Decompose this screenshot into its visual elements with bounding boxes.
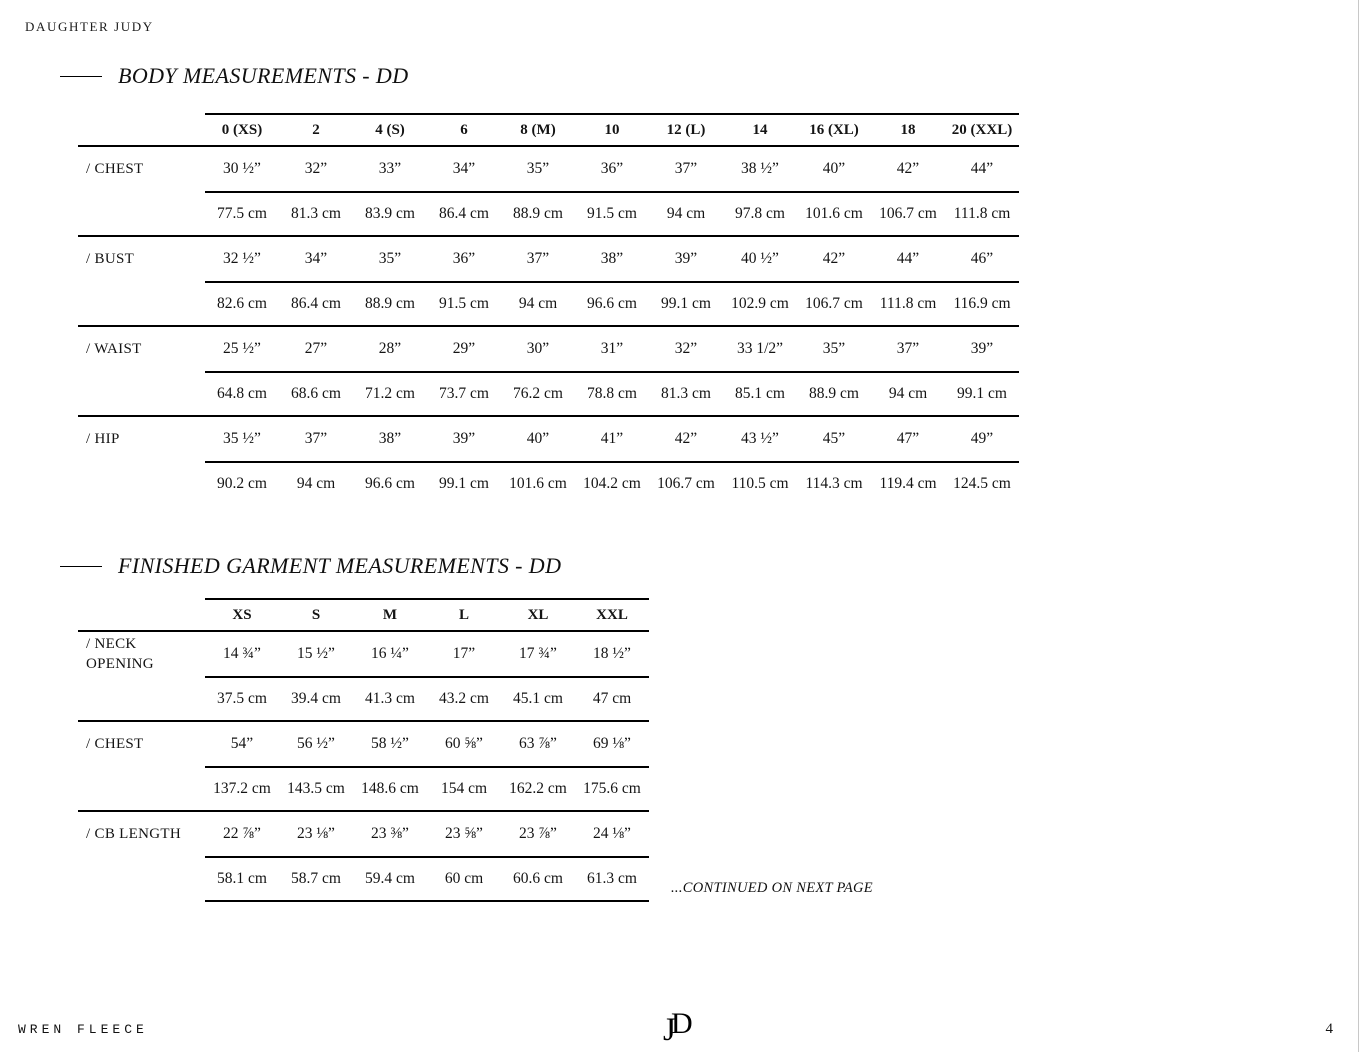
measure-cell: 97.8 cm [735, 205, 785, 222]
measure-cell: 88.9 cm [365, 295, 415, 312]
measure-cell: 61.3 cm [587, 870, 637, 887]
measure-cell: 143.5 cm [287, 780, 345, 797]
measure-cell: 34” [452, 160, 476, 177]
measure-cell: 83.9 cm [365, 205, 415, 222]
row-label: / WAIST [86, 340, 142, 357]
measure-cell: 99.1 cm [661, 295, 711, 312]
measure-cell: 78.8 cm [587, 385, 637, 402]
measure-cell: 39” [970, 340, 994, 357]
measure-cell: 23 ⅝” [445, 825, 483, 842]
measure-cell: 39.4 cm [291, 690, 341, 707]
measure-cell: 101.6 cm [509, 475, 567, 492]
measure-cell: 85.1 cm [735, 385, 785, 402]
measure-cell: 76.2 cm [513, 385, 563, 402]
size-col-header: 10 [604, 121, 620, 138]
measure-cell: 33 1/2” [736, 340, 784, 357]
measure-cell: 58.1 cm [217, 870, 267, 887]
body-measurements-heading [60, 63, 409, 89]
measure-cell: 39” [674, 250, 698, 267]
measure-cell: 69 ⅛” [593, 735, 631, 752]
measure-cell: 91.5 cm [439, 295, 489, 312]
measure-cell: 42” [674, 430, 698, 447]
measure-cell: 59.4 cm [365, 870, 415, 887]
size-col-header: XL [527, 606, 549, 623]
monogram-letter-j: J [663, 1012, 676, 1048]
measure-cell: 29” [452, 340, 476, 357]
measure-cell: 39” [452, 430, 476, 447]
measure-cell: 37.5 cm [217, 690, 267, 707]
measure-row-cm [78, 463, 1019, 505]
measure-cell: 30” [526, 340, 550, 357]
body-measurements-title: BODY MEASUREMENTS - DD [118, 63, 409, 88]
measure-cell: 73.7 cm [439, 385, 489, 402]
measure-cell: 32 ½” [223, 250, 261, 267]
measure-row-inches [78, 327, 1019, 371]
measure-cell: 60 cm [444, 870, 484, 887]
continued-note: ...CONTINUED ON NEXT PAGE [671, 880, 873, 896]
measure-row-inches [78, 237, 1019, 281]
measure-cell: 17 ¾” [519, 645, 557, 662]
row-label: / CB LENGTH [86, 825, 181, 842]
measure-cell: 60 ⅝” [445, 735, 483, 752]
size-col-header: 12 (L) [666, 121, 706, 138]
measure-cell: 86.4 cm [291, 295, 341, 312]
measure-row-cm [78, 768, 649, 810]
measure-cell: 43 ½” [741, 430, 779, 447]
monogram-letter-d: D [671, 1007, 693, 1040]
measure-cell: 42” [822, 250, 846, 267]
measure-cell: 81.3 cm [661, 385, 711, 402]
row-label: / CHEST [86, 160, 144, 177]
measure-cell: 111.8 cm [953, 205, 1011, 222]
measure-cell: 104.2 cm [583, 475, 641, 492]
measure-cell: 14 ¾” [223, 645, 261, 662]
measure-row-inches [78, 722, 649, 766]
measure-cell: 60.6 cm [513, 870, 563, 887]
measure-cell: 94 cm [888, 385, 928, 402]
measure-cell: 33” [378, 160, 402, 177]
measure-cell: 106.7 cm [805, 295, 863, 312]
measure-cell: 106.7 cm [879, 205, 937, 222]
measure-cell: 38” [378, 430, 402, 447]
page-number: 4 [1325, 1021, 1333, 1037]
size-header-row [78, 600, 649, 630]
measure-cell: 63 ⅞” [519, 735, 557, 752]
size-col-header: 20 (XXL) [951, 121, 1013, 138]
measure-cell: 28” [378, 340, 402, 357]
garment-measurements-heading [60, 553, 561, 579]
measure-cell: 71.2 cm [365, 385, 415, 402]
measure-cell: 37” [674, 160, 698, 177]
measure-row-inches [78, 147, 1019, 191]
size-col-header: S [311, 606, 321, 623]
row-label: / BUST [86, 250, 135, 267]
measure-cell: 94 cm [296, 475, 336, 492]
size-col-header: 4 (S) [375, 121, 405, 138]
measure-cell: 86.4 cm [439, 205, 489, 222]
row-label: / CHEST [86, 735, 144, 752]
measure-cell: 91.5 cm [587, 205, 637, 222]
measure-cell: 56 ½” [297, 735, 335, 752]
size-col-header: 18 [900, 121, 916, 138]
measure-row-cm [78, 193, 1019, 235]
measure-cell: 36” [600, 160, 624, 177]
measure-cell: 35” [378, 250, 402, 267]
size-col-header: 14 [752, 121, 768, 138]
size-col-header: 2 [312, 121, 320, 138]
measure-cell: 25 ½” [223, 340, 261, 357]
garment-measurements-title: FINISHED GARMENT MEASUREMENTS - DD [118, 553, 562, 578]
measure-cell: 101.6 cm [805, 205, 863, 222]
measure-cell: 54” [230, 735, 254, 752]
measure-cell: 40” [822, 160, 846, 177]
size-col-header: XXL [596, 606, 628, 623]
measure-cell: 17” [452, 645, 476, 662]
measure-cell: 15 ½” [297, 645, 335, 662]
measure-cell: 162.2 cm [509, 780, 567, 797]
measure-cell: 32” [304, 160, 328, 177]
measure-cell: 35” [822, 340, 846, 357]
table-rule [205, 900, 649, 902]
measure-cell: 23 ⅜” [371, 825, 409, 842]
body-measurements-table [78, 113, 1019, 505]
measure-cell: 81.3 cm [291, 205, 341, 222]
measure-cell: 16 ¼” [371, 645, 409, 662]
measure-cell: 154 cm [440, 780, 488, 797]
measure-cell: 175.6 cm [583, 780, 641, 797]
measure-cell: 88.9 cm [809, 385, 859, 402]
measure-cell: 90.2 cm [217, 475, 267, 492]
measure-cell: 32” [674, 340, 698, 357]
measure-cell: 77.5 cm [217, 205, 267, 222]
measure-cell: 116.9 cm [953, 295, 1011, 312]
size-col-header: 6 [460, 121, 468, 138]
heading-dash-rule [60, 76, 102, 77]
measure-cell: 41.3 cm [365, 690, 415, 707]
measure-row-cm [78, 678, 649, 720]
size-col-header: L [458, 606, 469, 623]
measure-cell: 27” [304, 340, 328, 357]
style-name-footer: WREN FLEECE [18, 1022, 148, 1037]
row-label: / HIP [86, 430, 120, 447]
measure-cell: 43.2 cm [439, 690, 489, 707]
measure-cell: 24 ⅛” [593, 825, 631, 842]
measure-cell: 23 ⅛” [297, 825, 335, 842]
measure-cell: 96.6 cm [587, 295, 637, 312]
measure-cell: 137.2 cm [213, 780, 271, 797]
measure-row-inches [78, 632, 649, 676]
size-col-header: 0 (XS) [221, 121, 263, 138]
measure-cell: 31” [600, 340, 624, 357]
measure-cell: 102.9 cm [731, 295, 789, 312]
dj-monogram-logo-icon [662, 1006, 702, 1052]
measure-cell: 37” [896, 340, 920, 357]
size-header-row [78, 115, 1019, 145]
measure-cell: 68.6 cm [291, 385, 341, 402]
size-col-header: XS [232, 606, 252, 623]
garment-measurements-table [78, 598, 649, 902]
measure-cell: 30 ½” [223, 160, 261, 177]
measure-cell: 40” [526, 430, 550, 447]
heading-dash-rule [60, 566, 102, 567]
measure-row-cm [78, 283, 1019, 325]
row-label: / NECK OPENING [86, 635, 154, 672]
measure-cell: 99.1 cm [439, 475, 489, 492]
measure-cell: 45” [822, 430, 846, 447]
measure-cell: 49” [970, 430, 994, 447]
measure-cell: 46” [970, 250, 994, 267]
measure-cell: 38 ½” [741, 160, 779, 177]
page-edge-line [1358, 0, 1359, 1052]
measure-cell: 44” [896, 250, 920, 267]
measure-cell: 99.1 cm [957, 385, 1007, 402]
measure-cell: 47 cm [592, 690, 632, 707]
measure-cell: 94 cm [518, 295, 558, 312]
measure-cell: 35 ½” [223, 430, 261, 447]
measure-row-cm [78, 858, 649, 900]
measure-row-cm [78, 373, 1019, 415]
measure-cell: 37” [526, 250, 550, 267]
measure-cell: 106.7 cm [657, 475, 715, 492]
brand-wordmark: DAUGHTER JUDY [25, 19, 154, 34]
measure-cell: 111.8 cm [879, 295, 937, 312]
measure-cell: 18 ½” [593, 645, 631, 662]
measure-cell: 37” [304, 430, 328, 447]
measure-cell: 114.3 cm [805, 475, 863, 492]
measure-cell: 58 ½” [371, 735, 409, 752]
measure-cell: 41” [600, 430, 624, 447]
measure-cell: 38” [600, 250, 624, 267]
measure-cell: 94 cm [666, 205, 706, 222]
measure-cell: 42” [896, 160, 920, 177]
measure-cell: 64.8 cm [217, 385, 267, 402]
size-col-header: 8 (M) [520, 121, 556, 138]
measure-row-inches [78, 812, 649, 856]
measure-cell: 22 ⅞” [223, 825, 261, 842]
measure-cell: 34” [304, 250, 328, 267]
measure-cell: 40 ½” [741, 250, 779, 267]
measure-cell: 44” [970, 160, 994, 177]
measure-cell: 110.5 cm [731, 475, 789, 492]
measure-cell: 119.4 cm [879, 475, 937, 492]
measure-cell: 148.6 cm [361, 780, 419, 797]
measure-cell: 82.6 cm [217, 295, 267, 312]
measure-cell: 47” [896, 430, 920, 447]
measure-cell: 96.6 cm [365, 475, 415, 492]
size-col-header: 16 (XL) [809, 121, 859, 138]
measure-row-inches [78, 417, 1019, 461]
measure-cell: 124.5 cm [953, 475, 1011, 492]
measure-cell: 58.7 cm [291, 870, 341, 887]
measure-cell: 45.1 cm [513, 690, 563, 707]
measure-cell: 88.9 cm [513, 205, 563, 222]
size-col-header: M [382, 606, 398, 623]
measure-cell: 23 ⅞” [519, 825, 557, 842]
measure-cell: 35” [526, 160, 550, 177]
measure-cell: 36” [452, 250, 476, 267]
